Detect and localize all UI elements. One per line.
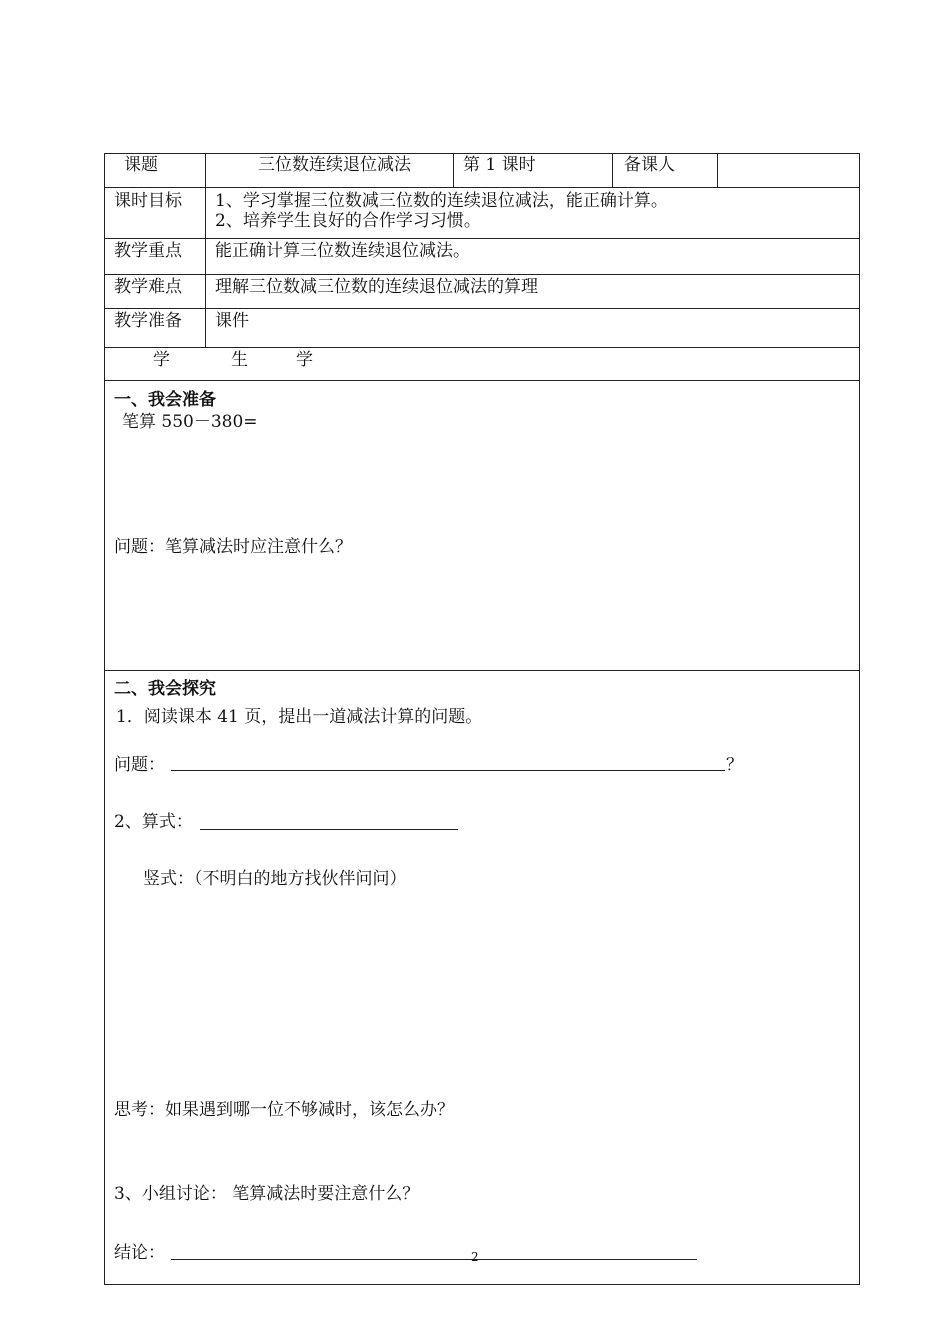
- row-divider: [104, 308, 860, 309]
- row-divider: [104, 274, 860, 275]
- difficulty-label: 教学难点: [114, 277, 182, 297]
- group-discussion: 3、小组讨论： 笔算减法时要注意什么？: [114, 1184, 420, 1204]
- topic-value: 三位数连续退位减法: [258, 155, 411, 175]
- question-label: 问题：: [114, 755, 165, 775]
- conclusion-label: 结论：: [114, 1243, 165, 1263]
- reading-task: 1．阅读课本 41 页，提出一道减法计算的问题。: [116, 707, 483, 727]
- page-number: 2: [471, 1250, 479, 1264]
- prep-value: 课件: [215, 311, 249, 331]
- row-divider: [104, 187, 860, 188]
- focus-label: 教学重点: [114, 241, 182, 261]
- formula-label: 2、算式：: [114, 812, 193, 832]
- vertical-calc-label: 竖式：（不明白的地方找伙伴问问）: [143, 869, 407, 889]
- conclusion-answer-line[interactable]: [171, 1259, 697, 1260]
- study-heading-char: 学: [296, 350, 313, 370]
- row-divider: [104, 380, 860, 381]
- preparer-label: 备课人: [624, 155, 675, 175]
- column-divider: [717, 153, 718, 188]
- goal-line-2: 2、培养学生良好的合作学习习惯。: [215, 211, 481, 231]
- column-divider: [205, 153, 206, 348]
- study-heading-char: 生: [231, 350, 248, 370]
- lesson-number: 第 1 课时: [463, 155, 536, 175]
- row-divider: [104, 347, 860, 348]
- question-answer-line[interactable]: [171, 770, 725, 771]
- exercise-text: 笔算 550－380=: [122, 412, 258, 432]
- focus-value: 能正确计算三位数连续退位减法。: [215, 241, 470, 261]
- section-1-question: 问题：笔算减法时应注意什么？: [114, 537, 352, 557]
- study-heading-char: 学: [153, 350, 170, 370]
- think-question: 思考：如果遇到哪一位不够减时，该怎么办？: [114, 1100, 454, 1120]
- goal-label: 课时目标: [114, 191, 182, 211]
- section-divider: [104, 670, 860, 671]
- section-2-title: 二、我会探究: [114, 679, 216, 699]
- question-mark: ？: [726, 755, 743, 775]
- column-divider: [612, 153, 613, 188]
- goal-line-1: 1、学习掌握三位数减三位数的连续退位减法，能正确计算。: [215, 191, 668, 211]
- row-divider: [104, 238, 860, 239]
- prep-label: 教学准备: [114, 311, 182, 331]
- topic-label: 课题: [124, 155, 158, 175]
- column-divider: [453, 153, 454, 188]
- difficulty-value: 理解三位数减三位数的连续退位减法的算理: [215, 277, 538, 297]
- section-1-title: 一、我会准备: [114, 390, 216, 410]
- formula-answer-line[interactable]: [200, 829, 458, 830]
